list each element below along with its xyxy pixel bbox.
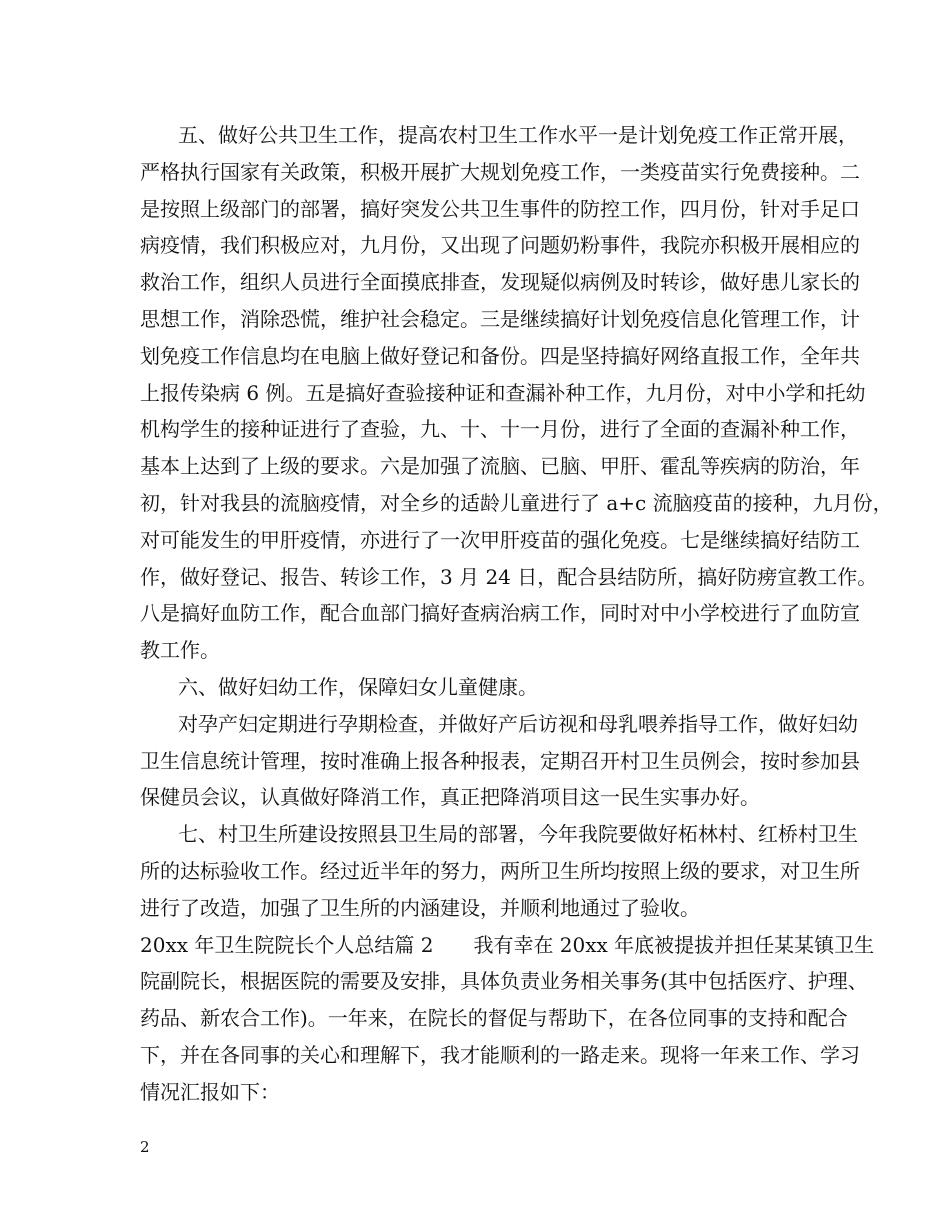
text-line: 20xx 年卫生院院长个人总结篇 2 我有幸在 20xx 年底被提拔并担任某某镇卫生 [140, 932, 875, 957]
text-line: 进行了改造，加强了卫生所的内涵建设，并顺利地通过了验收。 [140, 895, 700, 920]
text-line: 思想工作，消除恐慌，维护社会稳定。三是继续搞好计划免疫信息化管理工作，计 [140, 306, 860, 331]
text-line: 救治工作，组织人员进行全面摸底排查，发现疑似病例及时转诊，做好患儿家长的 [140, 270, 860, 295]
page-number: 2 [140, 1138, 150, 1156]
text-line: 药品、新农合工作)。一年来，在院长的督促与帮助下，在各位同事的支持和配合 [140, 1006, 848, 1031]
text-line: 初，针对我县的流脑疫情，对全乡的适龄儿童进行了 a+c 流脑疫苗的接种，九月份， [140, 490, 893, 515]
text-line: 上报传染病 6 例。五是搞好查验接种证和查漏补种工作，九月份，对中小学和托幼 [140, 380, 866, 405]
text-line: 教工作。 [140, 638, 220, 663]
text-line: 保健员会议，认真做好降消工作，真正把降消项目这一民生实事办好。 [140, 785, 760, 810]
text-line: 病疫情，我们积极应对，九月份，又出现了问题奶粉事件，我院亦积极开展相应的 [140, 233, 860, 258]
text-line: 所的达标验收工作。经过近半年的努力，两所卫生所均按照上级的要求，对卫生所 [140, 858, 860, 883]
text-line: 划免疫工作信息均在电脑上做好登记和备份。四是坚持搞好网络直报工作，全年共 [140, 343, 860, 368]
text-line: 严格执行国家有关政策，积极开展扩大规划免疫工作，一类疫苗实行免费接种。二 [140, 159, 860, 184]
text-line: 对可能发生的甲肝疫情，亦进行了一次甲肝疫苗的强化免疫。七是继续搞好结防工 [140, 527, 860, 552]
text-line: 五、做好公共卫生工作，提高农村卫生工作水平一是计划免疫工作正常开展， [178, 123, 858, 147]
document-body [140, 117, 893, 1111]
text-line: 下，并在各同事的关心和理解下，我才能顺利的一路走来。现将一年来工作、学习 [140, 1042, 860, 1067]
text-line: 院副院长，根据医院的需要及安排，具体负责业务相关事务(其中包括医疗、护理、 [140, 969, 868, 994]
text-line: 基本上达到了上级的要求。六是加强了流脑、已脑、甲肝、霍乱等疾病的防治，年 [140, 454, 860, 479]
section-heading: 六、做好妇幼工作，保障妇女儿童健康。 [178, 674, 538, 699]
text-line: 机构学生的接种证进行了查验，九、十、十一月份，进行了全面的查漏补种工作， [140, 417, 860, 442]
text-line: 对孕产妇定期进行孕期检查，并做好产后访视和母乳喂养指导工作，做好妇幼 [178, 711, 858, 736]
text-line: 七、村卫生所建设按照县卫生局的部署，今年我院要做好柘林村、红桥村卫生 [178, 822, 858, 847]
text-line: 作，做好登记、报告、转诊工作，3 月 24 日，配合县结防所，搞好防痨宣教工作。 [140, 564, 878, 589]
text-line: 卫生信息统计管理，按时准确上报各种报表，定期召开村卫生员例会，按时参加县 [140, 748, 860, 773]
text-line: 八是搞好血防工作，配合血部门搞好查病治病工作，同时对中小学校进行了血防宣 [140, 601, 860, 626]
text-line: 是按照上级部门的部署，搞好突发公共卫生事件的防控工作，四月份，针对手足口 [140, 196, 860, 221]
text-line: 情况汇报如下： [140, 1079, 280, 1104]
